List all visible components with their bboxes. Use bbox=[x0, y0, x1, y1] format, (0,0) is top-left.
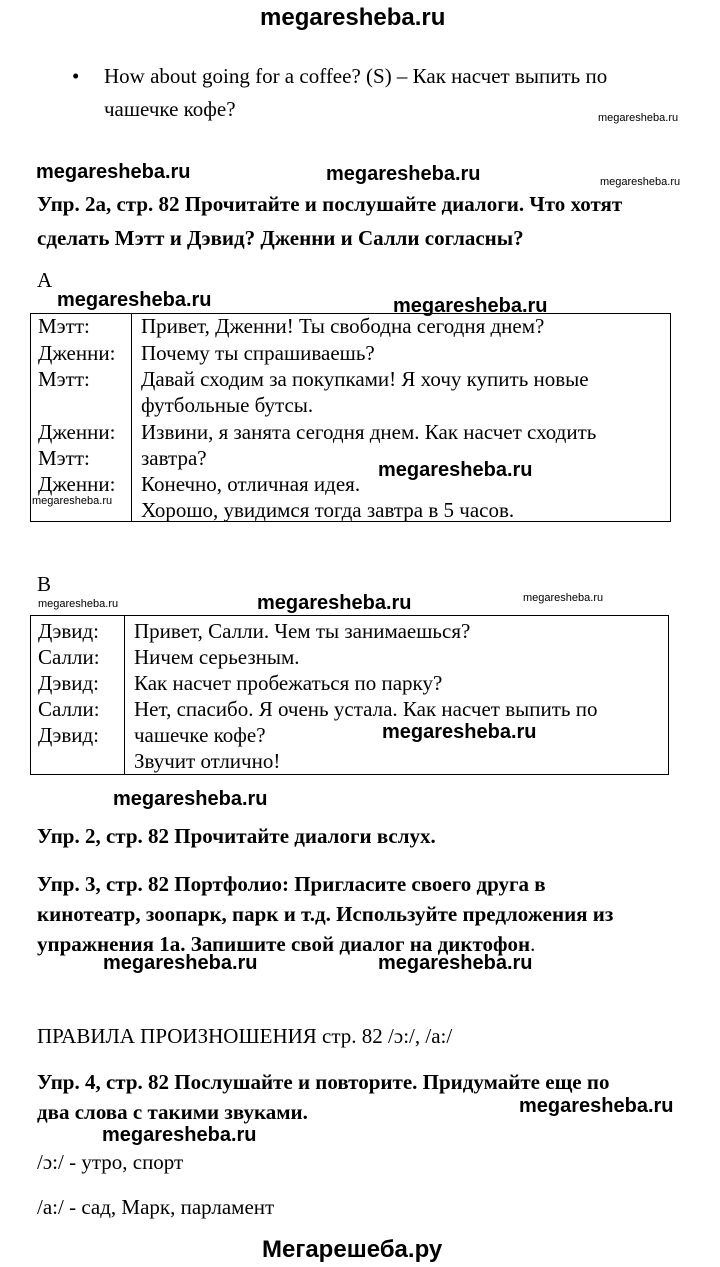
bullet-dot: • bbox=[72, 64, 80, 88]
dialog-line: Как насчет пробежаться по парку? bbox=[134, 671, 443, 695]
dialog-line: Ничем серьезным. bbox=[134, 645, 300, 669]
ex3-line-1: Упр. 3, стр. 82 Портфолио: Пригласите своего друга в bbox=[37, 872, 546, 896]
ex4-line-1: Упр. 4, стр. 82 Послушайте и повторите. Придумайте еще по bbox=[37, 1070, 610, 1094]
dialog-line: Хорошо, увидимся тогда завтра в 5 часов. bbox=[141, 498, 515, 522]
ex4-line-2: два слова с такими звуками. bbox=[37, 1100, 308, 1124]
speaker: Дженни: bbox=[38, 341, 116, 365]
dialog-line: Давай сходим за покупками! Я хочу купить новые bbox=[141, 367, 589, 391]
watermark-top: megaresheba.ru bbox=[260, 4, 446, 31]
ex2a-heading-line-2: сделать Мэтт и Дэвид? Дженни и Салли согласны? bbox=[37, 226, 524, 250]
ex2a-heading-line-1: Упр. 2а, стр. 82 Прочитайте и послушайте диалоги. Что хотят bbox=[37, 192, 623, 216]
dialog-line: Звучит отлично! bbox=[134, 749, 281, 773]
watermark: megaresheba.ru bbox=[57, 289, 212, 311]
speaker: Дэвид: bbox=[38, 671, 100, 695]
ex3-line-3-period: . bbox=[530, 932, 536, 956]
speaker: Дэвид: bbox=[38, 723, 100, 747]
watermark-small: megaresheba.ru bbox=[32, 495, 113, 507]
watermark-small: megaresheba.ru bbox=[38, 598, 119, 610]
bullet-line-1: How about going for a coffee? (S) – Как насчет выпить по bbox=[104, 64, 608, 88]
dialog-line: Привет, Салли. Чем ты занимаешься? bbox=[134, 619, 471, 643]
sound-line-1: /ɔ:/ - утро, спорт bbox=[37, 1150, 184, 1174]
watermark-small: megaresheba.ru bbox=[600, 176, 681, 188]
dialog-line: Конечно, отличная идея. bbox=[141, 472, 361, 496]
bullet-line-2: чашечке кофе? bbox=[104, 97, 236, 121]
speaker: Дэвид: bbox=[38, 619, 100, 643]
dialog-a-label: A bbox=[37, 268, 53, 292]
watermark: megaresheba.ru bbox=[378, 459, 533, 481]
watermark: megaresheba.ru bbox=[519, 1095, 674, 1117]
watermark: megaresheba.ru bbox=[103, 952, 258, 974]
sound-line-2: /a:/ - сад, Марк, парламент bbox=[37, 1195, 275, 1219]
watermark: megaresheba.ru bbox=[382, 721, 537, 743]
dialog-line: Почему ты спрашиваешь? bbox=[141, 341, 375, 365]
watermark-small: megaresheba.ru bbox=[523, 592, 604, 604]
ex2-heading: Упр. 2, стр. 82 Прочитайте диалоги вслух. bbox=[37, 824, 436, 848]
dialog-line: Привет, Дженни! Ты свободна сегодня днем? bbox=[141, 314, 545, 338]
speaker: Мэтт: bbox=[38, 446, 90, 470]
watermark-small: megaresheba.ru bbox=[598, 112, 679, 124]
pronunciation-rules-title: ПРАВИЛА ПРОИЗНОШЕНИЯ стр. 82 /ɔ:/, /a:/ bbox=[37, 1024, 453, 1048]
dialog-b-table bbox=[30, 615, 669, 775]
speaker: Салли: bbox=[38, 645, 100, 669]
dialog-line: чашечке кофе? bbox=[134, 723, 266, 747]
ex3-line-2: кинотеатр, зоопарк, парк и т.д. Используйте предложения из bbox=[37, 902, 614, 926]
dialog-line: завтра? bbox=[141, 446, 207, 470]
watermark: megaresheba.ru bbox=[378, 952, 533, 974]
watermark: megaresheba.ru bbox=[102, 1124, 257, 1146]
speaker: Дженни: bbox=[38, 472, 116, 496]
watermark: megaresheba.ru bbox=[113, 788, 268, 810]
watermark: megaresheba.ru bbox=[326, 163, 481, 185]
watermark-bottom: Мегарешеба.ру bbox=[262, 1236, 443, 1263]
dialog-line: Извини, я занята сегодня днем. Как насчет сходить bbox=[141, 420, 597, 444]
speaker: Мэтт: bbox=[38, 367, 90, 391]
ex3-line-3-text: упражнения 1а. Запишите свой диалог на диктофон bbox=[37, 932, 531, 956]
dialog-line: Нет, спасибо. Я очень устала. Как насчет выпить по bbox=[134, 697, 598, 721]
speaker: Салли: bbox=[38, 697, 100, 721]
dialog-b-label: B bbox=[37, 572, 52, 596]
dialog-a-table bbox=[30, 313, 671, 522]
dialog-line: футбольные бутсы. bbox=[141, 393, 314, 417]
watermark: megaresheba.ru bbox=[393, 295, 548, 317]
watermark: megaresheba.ru bbox=[257, 592, 412, 614]
speaker: Мэтт: bbox=[38, 314, 90, 338]
speaker: Дженни: bbox=[38, 420, 116, 444]
watermark: megaresheba.ru bbox=[36, 161, 191, 183]
